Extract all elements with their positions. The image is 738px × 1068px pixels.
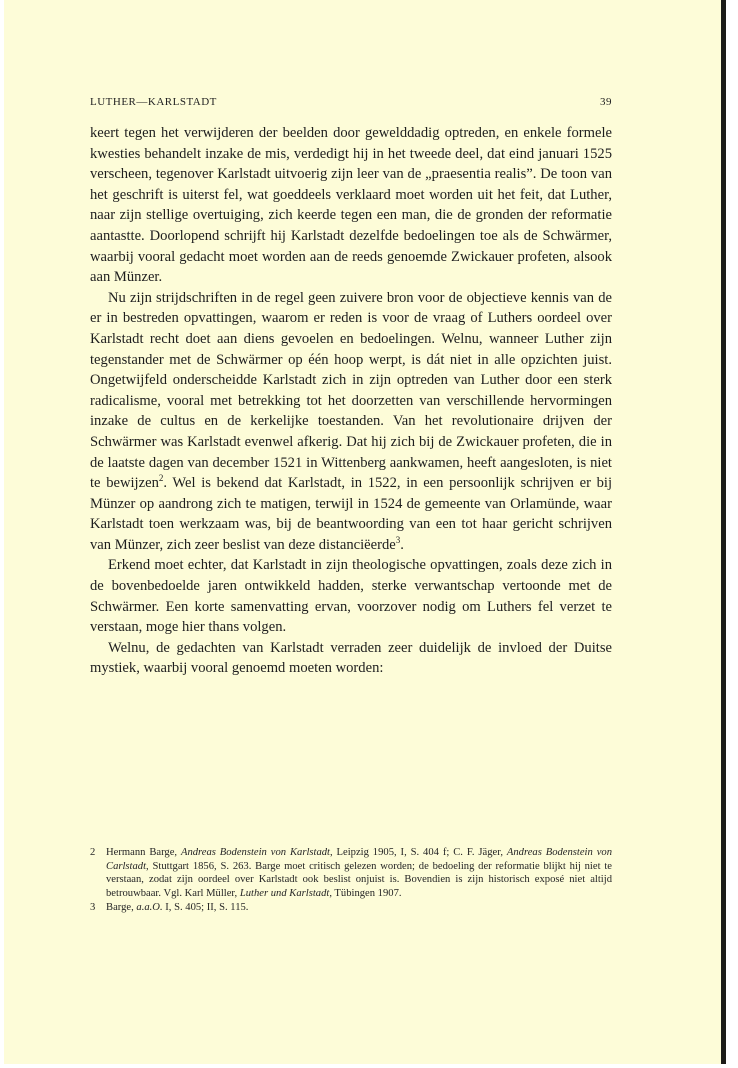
page-bottom-margin: [0, 1064, 738, 1068]
footnote-3: [90, 901, 612, 915]
paragraph-2: Nu zijn strijdschriften in de regel geen zuivere bron voor de objectieve kennis van de er in bestreden opvattingen, waarom er reden is voor de vraag of Luthers oordeel over Karlstadt recht doet aan diens gevoelen en bedoelingen. Welnu, wanneer Luther zijn tegenstander met de Schwärmer op één hoop werpt, is dát niet in alle opzichten juist. Ongetwijfeld onderscheidde Karlstadt zich in zijn optreden van Luther door een sterk radicalisme, vooral met betrekking tot het doorzetten van verschillende hervormingen inzake de cultus en de kerkelijke toestanden. Van het revolutionaire drijven der Schwärmer was Karlstadt evenwel afkerig. Dat hij zich bij de Zwickauer profeten, die in de laatste dagen van december 1521 in Wittenberg aankwamen, heeft aangesloten, is niet te bewijzen$^2$. Wel is bekend dat Karlstadt, in 1522, in een persoonlijk schrijven er bij Münzer op aandrong zich te matigen, terwijl in 1524 de gemeente van Orlamünde, waar Karlstadt toen werkzaam was, bij de beantwoording van een tot haar gericht schrijven van Münzer, zich zeer beslist van deze distanciëerde$^3$.: [90, 289, 612, 553]
paragraph-4: Welnu, de gedachten van Karlstadt verraden zeer duidelijk de invloed der Duitse mystiek, waarbij vooral genoemd moeten worden:: [90, 639, 612, 677]
footnote-text: Hermann Barge, Andreas Bodenstein von Karlstadt, Leipzig 1905, I, S. 404 f; C. F. Jäger, Andreas Bodenstein von Carlstadt, Stuttgart 1856, S. 263. Barge moet critisch gelezen worden; de bedoeling der reformatie blijkt hij niet te verstaan, zodat zijn oordeel over Karlstadt ook beslist onjuist is. Bovendien is zijn historisch exposé niet altijd betrouwbaar. Vgl. Karl Müller, Luther und Karlstadt, Tübingen 1907.: [106, 847, 612, 900]
footnote-ref-3[interactable]: 3: [395, 535, 401, 546]
page-header: [90, 96, 612, 110]
footnote-2: [90, 846, 612, 901]
footnote-text: Barge, a.a.O. I, S. 405; II, S. 115.: [106, 901, 249, 913]
footnote-number: 2: [90, 847, 96, 858]
footnote-ref-2[interactable]: 2: [158, 473, 164, 484]
page-number: 39: [600, 96, 612, 108]
paragraph-1: keert tegen het verwijderen der beelden door gewelddadig optreden, en enkele formele kwesties behandelt inzake de mis, verdedigt hij in het tweede deel, dat eind januari 1525 verscheen, tegenover Karlstadt uitvoerig zijn leer van de „praesentia realis”. De toon van het geschrift is uiterst fel, wat goeddeels verklaard moet worden uit het feit, dat Luther, naar zijn stellige overtuiging, zich keerde tegen een man, die de gronden der reformatie aantastte. Doorlopend schrijft hij Karlstadt dezelfde bedoelingen toe als de Schwärmer, waarbij vooral gedacht moet worden aan de reeds genoemde Zwickauer profeten, alsook aan Münzer.: [90, 125, 612, 286]
body-text: [90, 123, 612, 679]
footnote-number: 3: [90, 901, 96, 913]
scanned-page: [4, 0, 726, 1064]
paragraph-3: Erkend moet echter, dat Karlstadt in zijn theologische opvattingen, zoals deze zich in de bovenbedoelde jaren ontwikkeld hadden, sterke verwantschap vertoonde met de Schwärmer. Een korte samenvatting ervan, voorzover nodig om Luthers fel verzet te verstaan, moge hier thans volgen.: [90, 557, 612, 636]
footnotes: [90, 846, 612, 915]
running-title: LUTHER—KARLSTADT: [90, 96, 217, 108]
